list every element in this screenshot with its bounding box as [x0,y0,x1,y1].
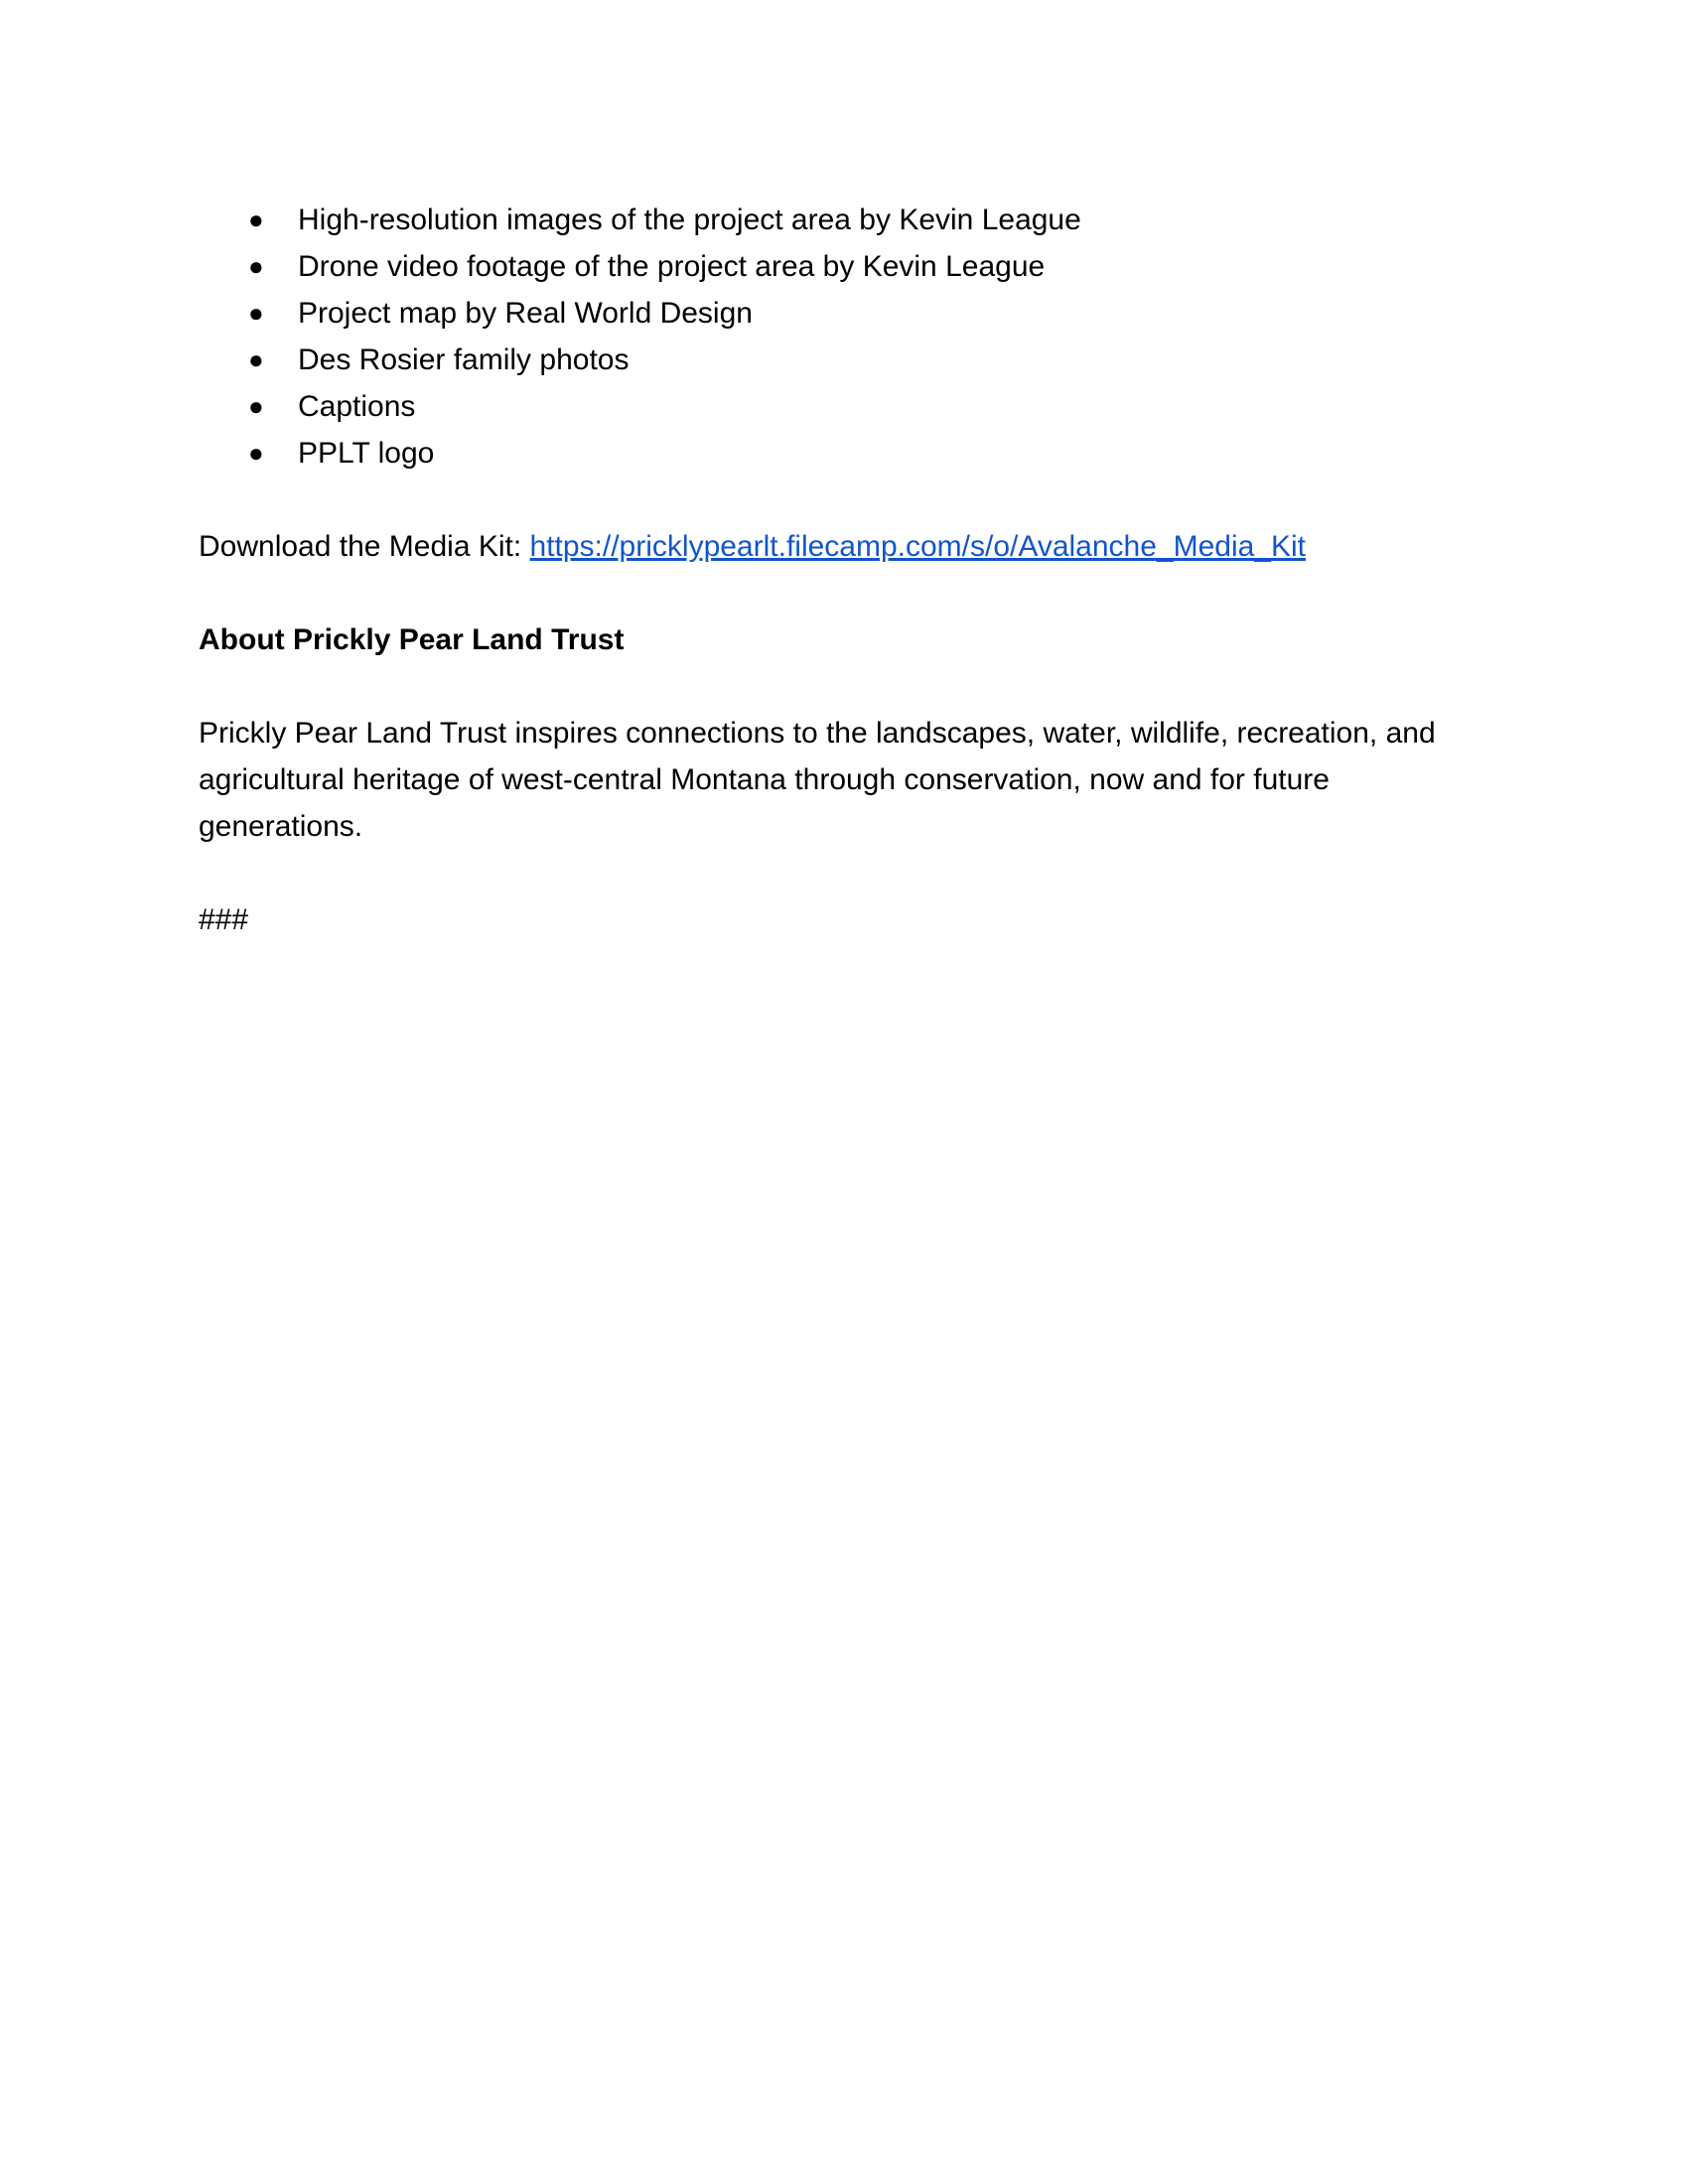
list-item [199,383,1489,430]
bullet-icon: ● [248,344,264,374]
about-paragraph: Prickly Pear Land Trust inspires connections to the landscapes, water, wildlife, recreation, and agricultural heritage of west-central Montana through conservation, now and for future generations. [199,717,1436,843]
list-item [199,290,1489,337]
download-paragraph [199,523,1489,570]
list-item [199,337,1489,383]
media-kit-list [199,197,1489,477]
bullet-icon: ● [248,438,264,468]
list-item-text: Des Rosier family photos [298,343,630,376]
list-item-text: High-resolution images of the project area by Kevin League [298,204,1081,236]
spacer [199,477,1489,523]
spacer [199,663,1489,710]
bullet-icon: ● [248,298,264,328]
list-item [199,197,1489,243]
bullet-icon: ● [248,205,264,234]
bullet-icon: ● [248,391,264,421]
about-heading: About Prickly Pear Land Trust [199,623,625,656]
media-kit-link[interactable]: https://pricklypearlt.filecamp.com/s/o/Avalanche_Media_Kit [529,530,1306,563]
page-content [199,197,1489,943]
bullet-icon: ● [248,251,264,281]
spacer [199,850,1489,896]
list-item-text: Project map by Real World Design [298,297,753,330]
list-item-text: Drone video footage of the project area by Kevin League [298,250,1046,283]
list-item-text: PPLT logo [298,437,435,470]
spacer [199,570,1489,616]
list-item-text: Captions [298,390,416,423]
end-mark: ### [199,903,249,936]
list-item [199,430,1489,477]
list-item [199,243,1489,290]
download-label: Download the Media Kit: [199,530,530,563]
